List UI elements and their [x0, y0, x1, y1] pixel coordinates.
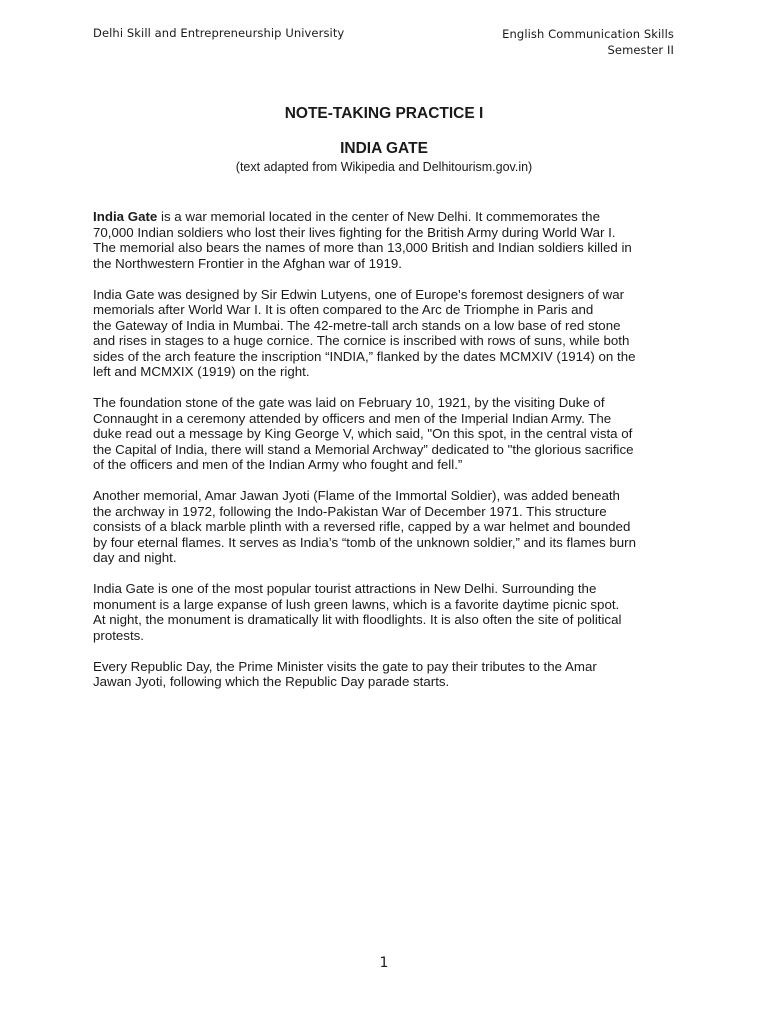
paragraph-line: day and night.	[93, 550, 177, 565]
section-heading: INDIA GATE	[340, 140, 428, 157]
paragraph-line: Jawan Jyoti, following which the Republic Day parade starts.	[93, 674, 450, 689]
paragraph-2	[93, 287, 683, 380]
paragraph-line: the Northwestern Frontier in the Afghan war of 1919.	[93, 255, 402, 271]
paragraph-line: left and MCMXIX (1919) on the right.	[93, 364, 310, 379]
paragraph-5	[93, 581, 683, 643]
paragraph-line: and rises in stages to a huge cornice. The cornice is inscribed with rows of suns, while both	[93, 333, 630, 348]
paragraph-1	[93, 209, 683, 271]
paragraph-line: sides of the arch feature the inscription “INDIA,” flanked by the dates MCMXIV (1914) on the	[93, 348, 636, 364]
header-course-title: English Communication Skills	[502, 27, 674, 41]
paragraph-line: consists of a black marble plinth with a reversed rifle, capped by a war helmet and bounded	[93, 519, 631, 534]
paragraph-line: Connaught in a ceremony attended by officers and men of the Imperial Indian Army. The	[93, 410, 612, 426]
paragraph-line: the Gateway of India in Mumbai. The 42-metre-tall arch stands on a low base of red stone	[93, 317, 621, 333]
line-text: is a war memorial located in the center of New Delhi. It commemorates the	[157, 209, 600, 224]
paragraph-line: the Capital of India, there will stand a Memorial Archway” dedicated to "the glorious sacrifice	[93, 441, 634, 457]
paragraph-line: by four eternal flames. It serves as India’s “tomb of the unknown soldier,” and its flames burn	[93, 534, 636, 550]
page-number: 1	[379, 955, 389, 971]
paragraph-line: the archway in 1972, following the Indo-Pakistan War of December 1971. This structure	[93, 503, 607, 519]
paragraph-line: Every Republic Day, the Prime Minister visits the gate to pay their tributes to the Amar	[93, 658, 597, 674]
paragraph-3	[93, 395, 683, 473]
paragraph-line: India Gate is one of the most popular tourist attractions in New Delhi. Surrounding the	[93, 581, 597, 596]
bold-lead: India Gate	[93, 209, 158, 224]
header-semester: Semester II	[607, 43, 674, 57]
header-university: Delhi Skill and Entrepreneurship University	[93, 26, 345, 40]
paragraph-line: memorials after World War I. It is often compared to the Arc de Triomphe in Paris and	[93, 302, 594, 317]
document-title: NOTE-TAKING PRACTICE I	[284, 105, 484, 122]
document-body	[93, 209, 683, 705]
paragraph-line: Another memorial, Amar Jawan Jyoti (Flame of the Immortal Soldier), was added beneath	[93, 488, 620, 503]
paragraph-line: The foundation stone of the gate was laid on February 10, 1921, by the visiting Duke of	[93, 395, 605, 410]
header-course	[502, 26, 674, 58]
paragraph-line: India Gate was designed by Sir Edwin Lutyens, one of Europe's foremost designers of war	[93, 286, 625, 302]
paragraph-line: duke read out a message by King George V, which said, "On this spot, in the central vista of	[93, 426, 633, 441]
paragraph-4	[93, 488, 683, 566]
source-note: (text adapted from Wikipedia and Delhitourism.gov.in)	[235, 160, 533, 174]
paragraph-line: protests.	[93, 627, 144, 643]
paragraph-line: of the officers and men of the Indian Army who fought and fell.”	[93, 457, 463, 472]
paragraph-line: 70,000 Indian soldiers who lost their lives fighting for the British Army during World War I.	[93, 224, 616, 240]
paragraph-line: The memorial also bears the names of more than 13,000 British and Indian soldiers killed in	[93, 240, 632, 255]
paragraph-6	[93, 659, 683, 690]
paragraph-line: At night, the monument is dramatically lit with floodlights. It is also often the site of political	[93, 612, 622, 627]
paragraph-line	[93, 209, 683, 225]
paragraph-line: monument is a large expanse of lush green lawns, which is a favorite daytime picnic spot.	[93, 596, 620, 612]
